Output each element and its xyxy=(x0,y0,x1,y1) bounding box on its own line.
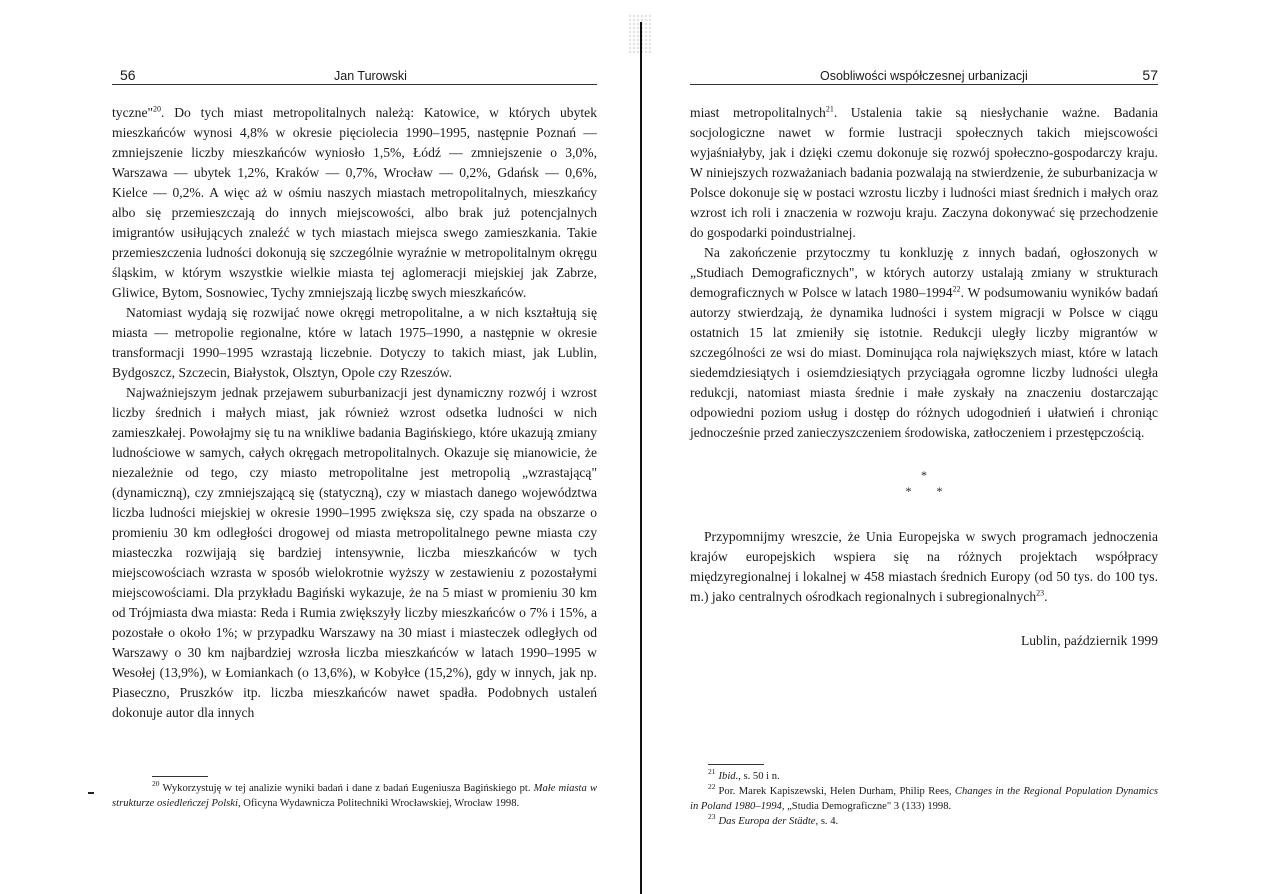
section-break xyxy=(690,467,1158,499)
paragraph: Na zakończenie przytoczmy tu konkluzję z innych badań, ogłoszonych w „Studiach Demograficznych", w których autorzy ustalają zmiany w strukturach demograficznych w Polsce w latach 1980–1994$^{22}$. W podsumowaniu wyników badań autorzy stwierdzają, że dynamika ludności i system migracji w Polsce w ciągu ostatnich 15 lat zmieniły się istotnie. Redukcji uległy liczby migrantów w szczególności ze wsi do miast. Dominująca rola największych miast, które w latach siedemdziesiątych i osiemdziesiątych przyciągała ogromne liczby ludności uległa redukcji, natomiast miasta średnie i małe zyskały na znaczeniu dostarczając odpowiedni poziom usług i dostęp do różnych udogodnień i ułatwień i chroniąc jednocześnie przed zanieczyszczeniem środowiska, zatłoczeniem i przestępczością. xyxy=(690,245,1158,440)
footnote-ref: 21 xyxy=(825,104,834,114)
right-page-number: 57 xyxy=(1142,67,1158,83)
right-footnotes xyxy=(690,764,1158,829)
footnote-ref: 23 xyxy=(1036,588,1045,598)
paragraph: Przypomnijmy wreszcie, że Unia Europejska w swych programach jednoczenia krajów europejskich wspiera się na różnych projektach współpracy międzyregionalnej i lokalnej w 458 miastach średnich Europy (od 50 tys. do 100 tys. m.) jako centralnych ośrodkach regionalnych i subregionalnych$^{23}$. xyxy=(690,529,1158,604)
left-running-head: Jan Turowski xyxy=(334,69,407,83)
margin-mark xyxy=(88,792,94,794)
left-page-number: 56 xyxy=(120,67,136,83)
footnote-ref: 20 xyxy=(153,104,162,114)
right-page xyxy=(690,66,1158,827)
paragraph: Natomiast wydają się rozwijać nowe okręgi metropolitalne, a w nich kształtują się miasta — metropolie regionalne, które w latach 1975–1990, a następnie w okresie transformacji 1990–1995 wzrastają liczebnie. Dotyczy to takich miast, jak Lublin, Bydgoszcz, Szczecin, Białystok, Olsztyn, Opole czy Rzeszów. xyxy=(112,305,597,380)
paragraph: miast metropolitalnych$^{21}$. Ustalenia takie są niesłychanie ważne. Badania socjologiczne nawet w formie lustracji społecznych takich miejscowości wyjaśniałyby, jak i dzięki czemu dokonuje się rozwój społeczno-gospodarczy kraju. W niniejszych rozważaniach badania pozwalają na stwierdzenie, że suburbanizacja w Polsce dokonuje się w postaci wzrostu liczby i ludności miast średnich i małych oraz wzrost ich roli i znaczenia w rozwoju kraju. Zaczyna dokonywać się przechodzenie do gospodarki poindustrialnej. xyxy=(690,104,1158,240)
left-page xyxy=(112,66,598,809)
right-page-header xyxy=(690,66,1158,85)
signoff: Lublin, październik 1999 xyxy=(1020,633,1158,648)
footnote-rule xyxy=(152,776,208,777)
left-page-body xyxy=(112,103,597,723)
scan-noise xyxy=(628,14,652,54)
footnote: $^{22}$ Por. Marek Kapiszewski, Helen Durham, Philip Rees, Changes in the Regional Population Dynamics in Poland 1980–1994, „Studia Demograficzne" 3 (133) 1998. xyxy=(690,782,1158,812)
paragraph: tyczne"$^{20}$. Do tych miast metropolitalnych należą: Katowice, w których ubytek mieszkańców wynosi 4,8% w okresie pięciolecia 1990–1995, następnie Poznań — zmniejszenie liczby mieszkańców wyniosło 1,5%, Łódź — zmniejszenie o 3,0%, Warszawa — ubytek 1,2%, Kraków — 0,7%, Wrocław — 0,2%, Gdańsk — 0,6%, Kielce — 0,2%. A więc aż w ośmiu naszych miastach metropolitalnych, mieszkańcy albo się przemieszczają do innych miejscowości, albo brak już potencjalnych imigrantów usiłujących znaleźć w tych miastach miejsca swego zamieszkania. Takie przemieszczenia ludności dokonują się szczególnie wyraźnie w metropolitalnym okręgu śląskim, w którym wszystkie wielkie miasta tej aglomeracji miejskiej jak Zabrze, Gliwice, Bytom, Sosnowiec, Tychy zmniejszają liczbę swych mieszkańców. xyxy=(112,104,597,300)
asterisk: * xyxy=(921,468,927,482)
left-page-header xyxy=(112,66,597,85)
footnote-ref: 22 xyxy=(952,284,961,294)
left-footnotes xyxy=(112,776,597,811)
book-spine xyxy=(640,22,642,894)
footnote-rule xyxy=(708,764,764,765)
footnote: $^{21}$ Ibid., s. 50 i n. xyxy=(708,767,780,782)
right-running-head: Osobliwości współczesnej urbanizacji xyxy=(820,69,1028,83)
footnote: $^{23}$ Das Europa der Städte, s. 4. xyxy=(708,812,839,827)
paragraph: Najważniejszym jednak przejawem suburbanizacji jest dynamiczny rozwój i wzrost liczby średnich i małych miast, jak również wzrost odsetka ludności w nich zamieszkałej. Powołajmy się tu na wnikliwe badania Bagińskiego, które ukazują zmiany ludnościowe w samych, całych okręgach metropolitalnych. Okazuje się mianowicie, że niezależnie od tego, czy miasto metropolitalne jest metropolią „wzrastającą" (dynamiczną), czy zmniejszającą się (statyczną), czy w miastach danego województwa liczba ludności miejskiej w okresie 1990–1995 zwiększa się, czy spada na obszarze o promieniu 30 km odległości drogowej od miasta metropolitalnego pewne miasta czy miasteczka rozwijają się bardziej intensywnie, liczba mieszkańców w tych miejscowościach wzrasta w sposób wielokrotnie wyższy w zestawieniu z pozostałymi miejscowościami. Dla przykładu Bagiński wykazuje, że na 5 miast w promieniu 30 km od Trójmiasta dwa miasta: Reda i Rumia zwiększyły liczby mieszkańców o 7% i 15%, a pozostałe o około 1%; w przypadku Warszawy na 30 miast i miasteczek odległych od Warszawy o 30 km najbardziej wzrosła liczba mieszkańców w latach 1990–1995 w Wesołej (13,9%), w Łomiankach (o 13,6%), w Kobyłce (15,2%), gdy w innych, jak np. Piaseczno, Pruszków itp. liczba mieszkańców nawet spadła. Podobnych ustaleń dokonuje autor dla innych xyxy=(112,385,597,720)
right-page-body xyxy=(690,103,1158,651)
asterisk-pair: * * xyxy=(905,484,943,498)
footnote: $^{20}$ Wykorzystuję w tej analizie wyniki badań i dane z badań Eugeniusza Bagińskiego pt. Małe miasta w strukturze osiedleńczej Polski, Oficyna Wydawnicza Politechniki Wrocławskiej, Wrocław 1998. xyxy=(112,779,598,809)
